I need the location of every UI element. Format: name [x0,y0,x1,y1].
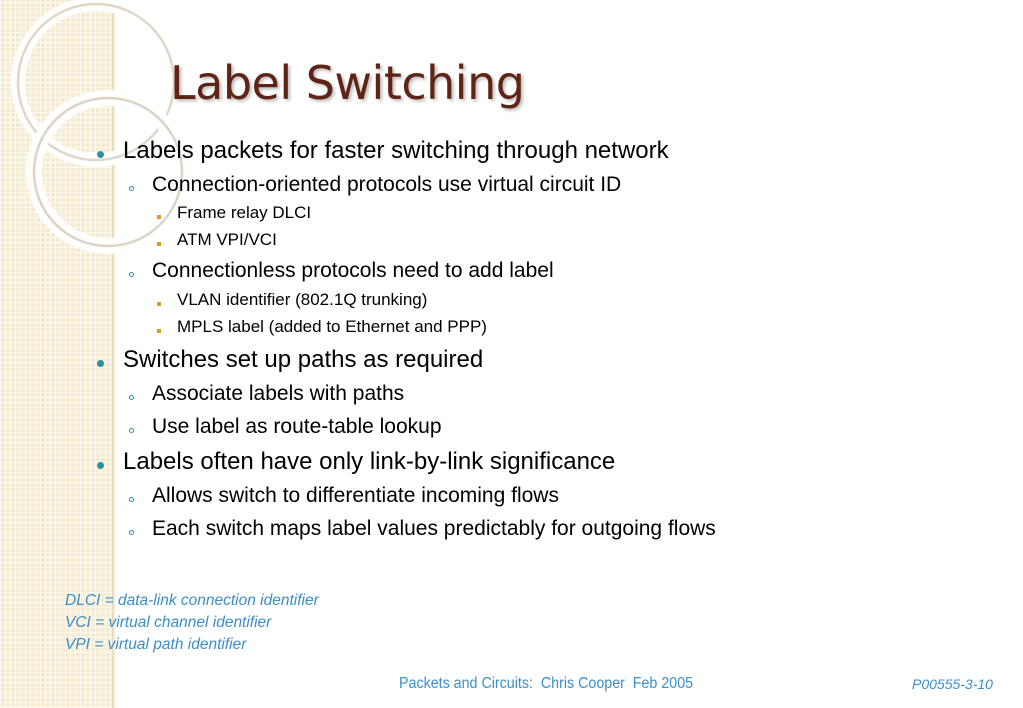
square-bullet-icon [157,329,161,333]
slide-number: P00555-3-10 [912,676,993,692]
abbreviation-notes [65,590,319,656]
bullet-text-level-1: Switches set up paths as required [123,346,484,373]
bullet-text-level-3: ATM VPI/VCI [177,230,277,249]
bullet-text-level-2: Use label as route-table lookup [152,415,442,438]
bullet-text-level-2: Each switch maps label values predictably for outgoing flows [152,517,716,540]
bullet-text-level-2: Connectionless protocols need to add label [152,259,554,282]
bullet-text-level-1: Labels often have only link-by-link significance [123,448,616,475]
bullet-text-level-1: Labels packets for faster switching through network [123,137,669,164]
circle-bullet-icon [129,497,134,502]
bullet-text-level-2: Connection-oriented protocols use virtual circuit ID [152,173,622,196]
decorative-rings [0,0,240,300]
slide-title: Label Switching [170,56,525,110]
bullet-text-level-3: VLAN identifier (802.1Q trunking) [177,290,428,309]
bullet-text-level-2: Associate labels with paths [152,382,405,405]
footer-author: Packets and Circuits: Chris Cooper Feb 2005 [399,675,694,692]
note-line: DLCI = data-link connection identifier [65,592,319,609]
circle-bullet-icon [129,395,134,400]
note-line: VCI = virtual channel identifier [65,614,272,631]
bullet-text-level-2: Allows switch to differentiate incoming flows [152,484,559,507]
circle-bullet-icon [129,428,134,433]
note-line: VPI = virtual path identifier [65,636,247,653]
bullet-text-level-3: Frame relay DLCI [177,203,312,222]
circle-bullet-icon [129,530,134,535]
bullet-text-level-3: MPLS label (added to Ethernet and PPP) [177,317,487,336]
square-bullet-icon [157,302,161,306]
